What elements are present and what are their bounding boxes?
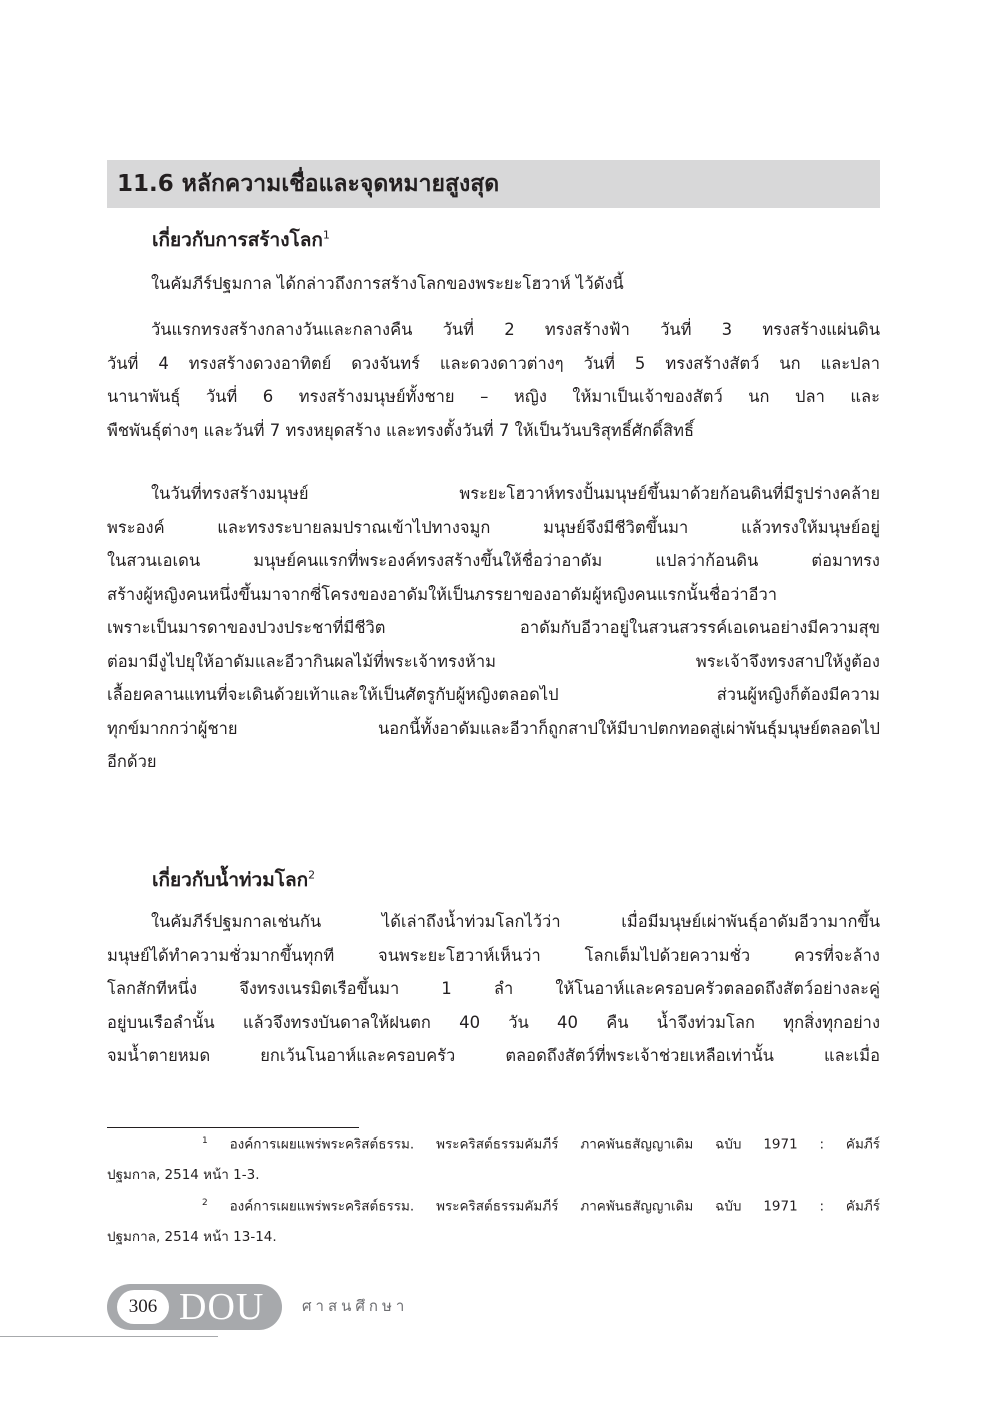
text-line: อยู่บนเรือลำนั้น แล้วจึงทรงบันดาลให้ฝนตก 40 วัน 40 คืน น้ำจึงท่วมโลก ทุกสิ่งทุกอย่าง (107, 1012, 880, 1032)
footnote-line: ปฐมกาล, 2514 หน้า 13-14. (107, 1228, 277, 1245)
footnote-line (107, 1126, 880, 1160)
heading-creation (152, 225, 330, 255)
section-title: 11.6 หลักความเชื่อและจุดหมายสูงสุด (117, 171, 500, 197)
creation-intro (107, 267, 880, 301)
text-line: เพราะเป็นมารดาของปวงประชาที่มีชีวิต อาดัมกับอีวาอยู่ในสวนสวรรค์เอเดนอย่างมีความสุข (107, 618, 880, 637)
text-line: ในวันที่ทรงสร้างมนุษย์ พระยะโฮวาห์ทรงปั้นมนุษย์ขึ้นมาด้วยก้อนดินที่มีรูปร่างคล้าย (151, 484, 880, 503)
text-line: มนุษย์ได้ทำความชั่วมากขึ้นทุกที จนพระยะโฮวาห์เห็นว่า โลกเต็มไปด้วยความชั่ว ควรที่จะล้าง (107, 945, 880, 965)
text-line: เลื้อยคลานแทนที่จะเดินด้วยเท้าและให้เป็นศัตรูกับผู้หญิงตลอดไป ส่วนผู้หญิงก็ต้องมีความ (107, 685, 880, 704)
footnote-1 (107, 1126, 880, 1190)
text-line: โลกสักทีหนึ่ง จึงทรงเนรมิตเรือขึ้นมา 1 ลำ ให้โนอาห์และครอบครัวตลอดถึงสัตว์อย่างละคู่ (107, 979, 880, 998)
text-line: พระองค์ และทรงระบายลมปราณเข้าไปทางจมูก มนุษย์จึงมีชีวิตขึ้นมา แล้วทรงให้มนุษย์อยู่ (107, 517, 880, 537)
footnote-ref-1: 1 (322, 228, 330, 242)
section-header-bar (107, 160, 880, 208)
text-line: สร้างผู้หญิงคนหนึ่งขึ้นมาจากซี่โครงของอาดัมให้เป็นภรรยาของอาดัมผู้หญิงคนแรกนั้นชื่อว่าอีวา (107, 584, 778, 604)
creation-paragraph-1 (107, 313, 880, 447)
footnote-number: 1 (202, 1136, 208, 1146)
footer-rule (0, 1336, 218, 1337)
text-line: วันที่ 4 ทรงสร้างดวงอาทิตย์ ดวงจันทร์ และดวงดาวต่างๆ วันที่ 5 ทรงสร้างสัตว์ นก และปลา (107, 353, 880, 373)
creation-paragraph-2 (107, 477, 880, 779)
heading-creation-text: เกี่ยวกับการสร้างโลก (152, 229, 323, 251)
footer-caption: ศาสนศึกษา (302, 1297, 409, 1315)
heading-flood (152, 865, 315, 895)
text-line: ในสวนเอเดน มนุษย์คนแรกที่พระองค์ทรงสร้างขึ้นให้ชื่อว่าอาดัม แปลว่าก้อนดิน ต่อมาทรง (107, 551, 880, 570)
footer-badge (107, 1284, 282, 1330)
page-number: 306 (117, 1290, 169, 1324)
footnote-number: 2 (202, 1198, 208, 1208)
text-line: ทุกข์มากกว่าผู้ชาย นอกนี้ทั้งอาดัมและอีวาก็ถูกสาปให้มีบาปตกทอดสู่เผ่าพันธุ์มนุษย์ตลอดไป (107, 718, 880, 738)
flood-paragraph (107, 905, 880, 1073)
dou-logo: DOU (179, 1286, 265, 1328)
text-line: อีกด้วย (107, 752, 157, 771)
text-line: ต่อมามีงูไปยุให้อาดัมและอีวากินผลไม้ที่พระเจ้าทรงห้าม พระเจ้าจึงทรงสาปให้งูต้อง (107, 651, 880, 671)
footnote-2 (107, 1188, 880, 1252)
heading-flood-text: เกี่ยวกับน้ำท่วมโลก (152, 869, 309, 891)
footnote-text: องค์การเผยแพร่พระคริสต์ธรรม. พระคริสต์ธรรมคัมภีร์ ภาคพันธสัญญาเดิม ฉบับ 1971 : คัมภีร์ (229, 1136, 880, 1153)
footnote-line (107, 1188, 880, 1222)
footnote-text: องค์การเผยแพร่พระคริสต์ธรรม. พระคริสต์ธรรมคัมภีร์ ภาคพันธสัญญาเดิม ฉบับ 1971 : คัมภีร์ (229, 1198, 880, 1215)
footnote-ref-2: 2 (308, 868, 316, 882)
text-line: ในคัมภีร์ปฐมกาล ได้กล่าวถึงการสร้างโลกของพระยะโฮวาห์ ไว้ดังนี้ (151, 274, 624, 293)
text-line: นานาพันธุ์ วันที่ 6 ทรงสร้างมนุษย์ทั้งชาย – หญิง ให้มาเป็นเจ้าของสัตว์ นก ปลา และ (107, 387, 880, 406)
footnote-line: ปฐมกาล, 2514 หน้า 1-3. (107, 1166, 260, 1183)
text-line: พืชพันธุ์ต่างๆ และวันที่ 7 ทรงหยุดสร้าง และทรงตั้งวันที่ 7 ให้เป็นวันบริสุทธิ์ศักดิ์สิทธิ์ (107, 420, 695, 440)
text-line: วันแรกทรงสร้างกลางวันและกลางคืน วันที่ 2 ทรงสร้างฟ้า วันที่ 3 ทรงสร้างแผ่นดิน (151, 320, 880, 339)
text-line: ในคัมภีร์ปฐมกาลเช่นกัน ได้เล่าถึงน้ำท่วมโลกไว้ว่า เมื่อมีมนุษย์เผ่าพันธุ์อาดัมอีวามากขึ้น (151, 912, 880, 931)
text-line: จมน้ำตายหมด ยกเว้นโนอาห์และครอบครัว ตลอดถึงสัตว์ที่พระเจ้าช่วยเหลือเท่านั้น และเมื่อ (107, 1046, 880, 1065)
